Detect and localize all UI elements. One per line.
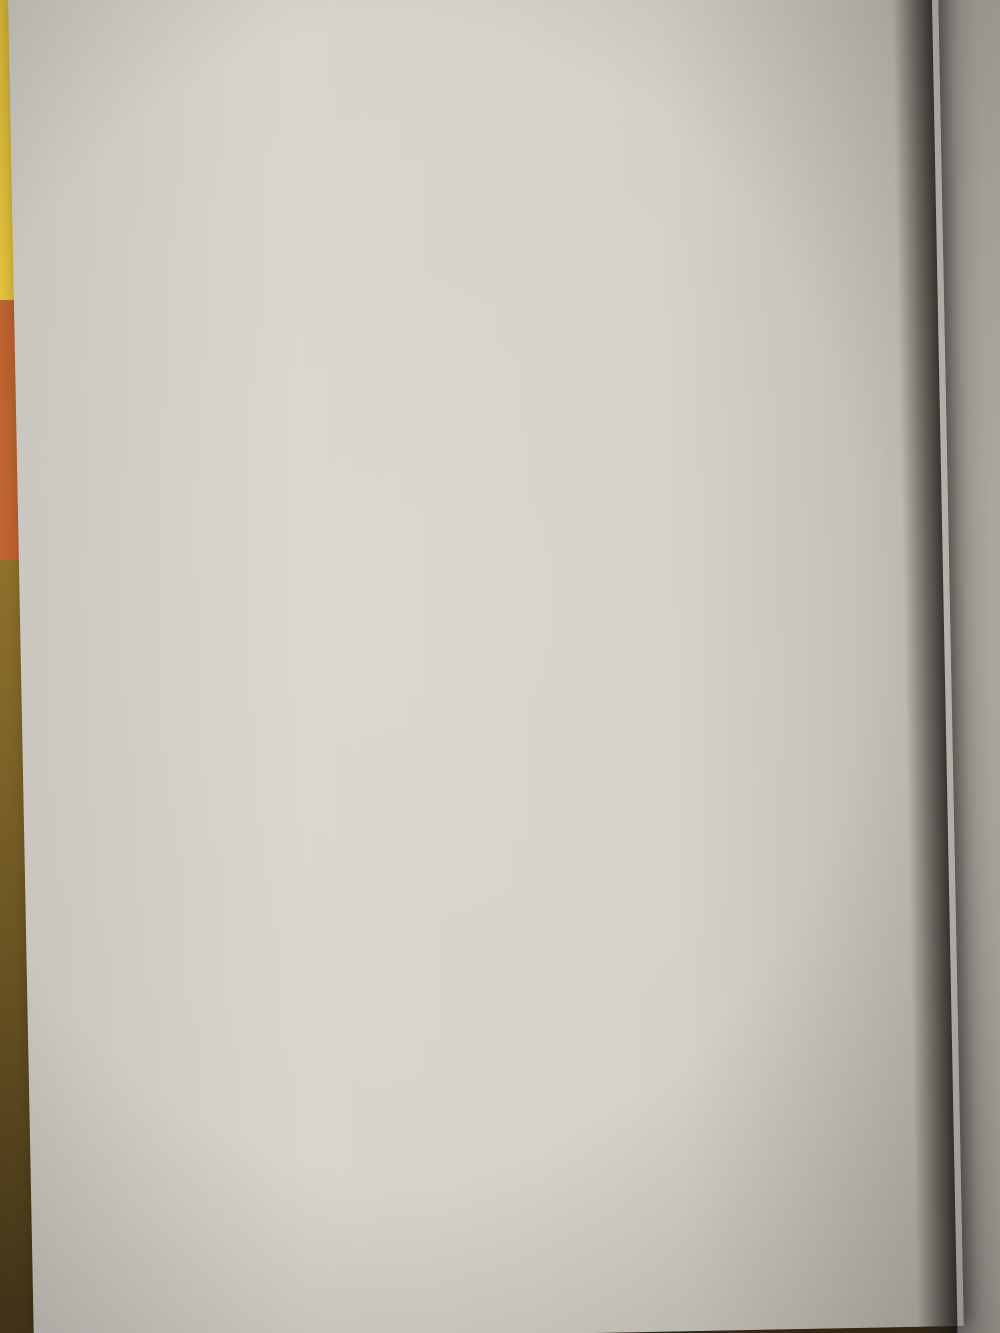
book-page — [8, 0, 964, 1333]
